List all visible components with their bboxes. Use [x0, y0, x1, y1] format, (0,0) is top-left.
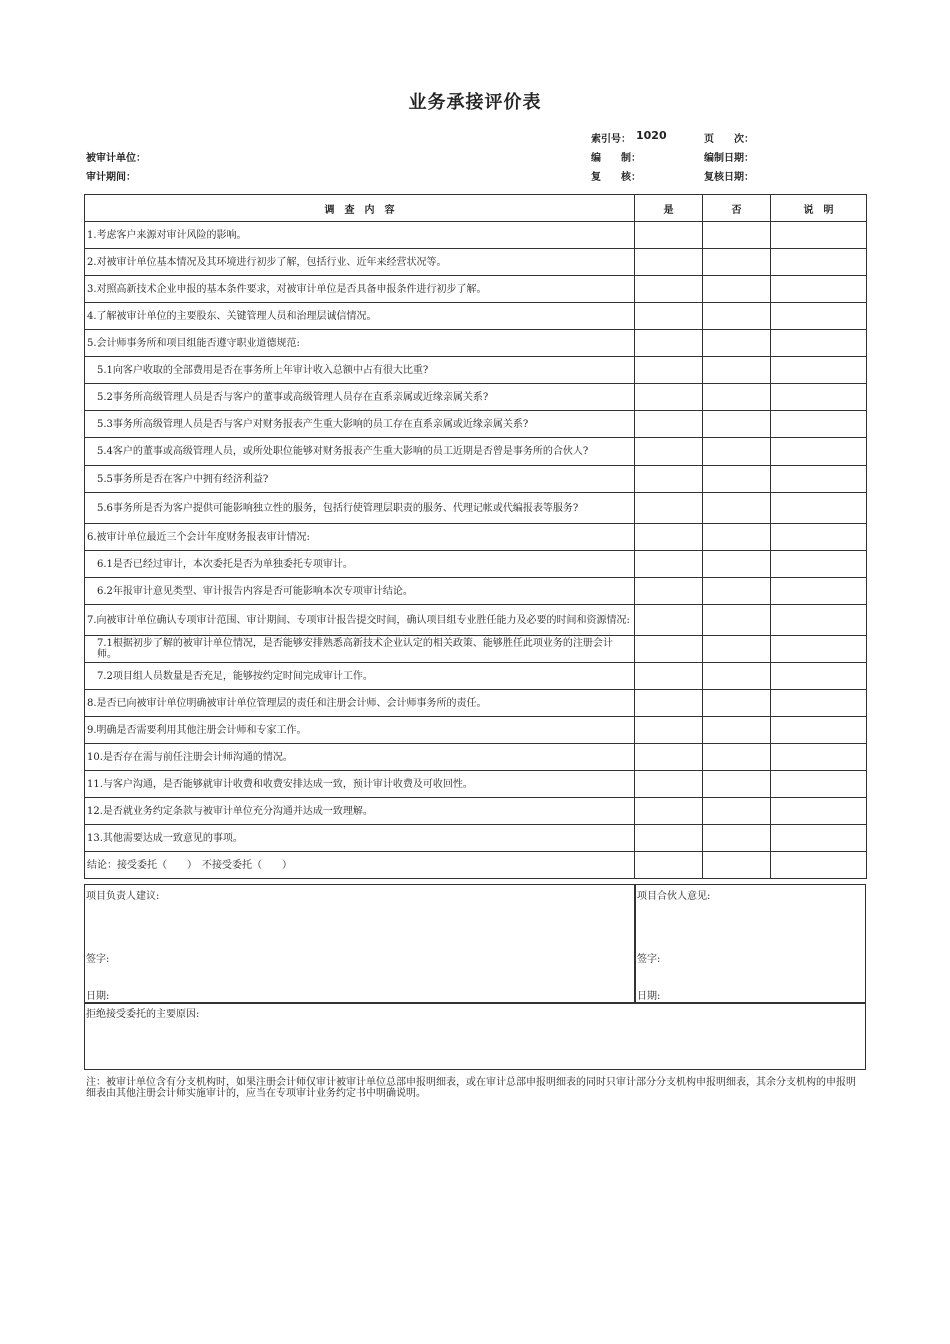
notes-cell[interactable] [771, 663, 867, 690]
notes-cell[interactable] [771, 411, 867, 438]
no-cell[interactable] [703, 690, 771, 717]
evaluation-table [84, 194, 867, 879]
question-cell: 结论：接受委托（ ） 不接受委托（ ） [85, 852, 635, 879]
prep-date-label: 编制日期： [704, 153, 754, 164]
question-cell: 1.考虑客户来源对审计风险的影响。 [85, 222, 635, 249]
question-cell: 5.3事务所高级管理人员是否与客户对财务报表产生重大影响的员工存在直系亲属或近缘亲属关系? [85, 411, 635, 438]
question-cell: 6.2年报审计意见类型、审计报告内容是否可能影响本次专项审计结论。 [85, 578, 635, 605]
no-cell[interactable] [703, 663, 771, 690]
question-cell: 5.会计师事务所和项目组能否遵守职业道德规范: [85, 330, 635, 357]
table-row [85, 466, 867, 493]
yes-cell[interactable] [635, 771, 703, 798]
reviewer-label: 复 核： [591, 172, 641, 183]
table-row [85, 798, 867, 825]
notes-cell[interactable] [771, 825, 867, 852]
yes-cell[interactable] [635, 690, 703, 717]
index-label: 索引号： [591, 134, 631, 145]
question-cell: 7.2项目组人员数量是否充足，能够按约定时间完成审计工作。 [85, 663, 635, 690]
leader-sign-label: 签字: [86, 954, 110, 965]
partner-sign-label: 签字: [637, 954, 661, 965]
reject-reason-label: 拒绝接受委托的主要原因: [86, 1009, 200, 1020]
question-cell: 8.是否已向被审计单位明确被审计单位管理层的责任和注册会计师、会计师事务所的责任。 [85, 690, 635, 717]
table-row [85, 438, 867, 466]
table-row [85, 551, 867, 578]
notes-cell[interactable] [771, 524, 867, 551]
table-row [85, 411, 867, 438]
notes-cell[interactable] [771, 690, 867, 717]
notes-cell[interactable] [771, 249, 867, 276]
no-cell[interactable] [703, 744, 771, 771]
no-cell[interactable] [703, 276, 771, 303]
question-cell: 7.1根据初步了解的被审计单位情况，是否能够安排熟悉高新技术企业认定的相关政策、能够胜任此项业务的注册会计师。 [85, 636, 635, 663]
table-row [85, 663, 867, 690]
yes-cell[interactable] [635, 578, 703, 605]
yes-cell[interactable] [635, 825, 703, 852]
index-value: 1020 [636, 129, 667, 142]
page-label: 页 次： [704, 134, 754, 145]
review-date-label: 复核日期： [704, 172, 754, 183]
no-cell[interactable] [703, 303, 771, 330]
client-label: 被审计单位： [86, 153, 146, 164]
page-title: 业务承接评价表 [408, 92, 542, 113]
question-cell: 5.4客户的董事或高级管理人员，或所处职位能够对财务报表产生重大影响的员工近期是否曾是事务所的合伙人? [85, 438, 635, 466]
table-row [85, 690, 867, 717]
notes-cell[interactable] [771, 636, 867, 663]
no-cell[interactable] [703, 222, 771, 249]
no-cell[interactable] [703, 717, 771, 744]
yes-cell[interactable] [635, 852, 703, 879]
yes-cell[interactable] [635, 663, 703, 690]
notes-cell[interactable] [771, 771, 867, 798]
header-notes: 说 明 [771, 195, 867, 222]
yes-cell[interactable] [635, 605, 703, 636]
yes-cell[interactable] [635, 330, 703, 357]
table-row [85, 384, 867, 411]
notes-cell[interactable] [771, 551, 867, 578]
notes-cell[interactable] [771, 384, 867, 411]
no-cell[interactable] [703, 852, 771, 879]
question-cell: 3.对照高新技术企业申报的基本条件要求，对被审计单位是否具备申报条件进行初步了解。 [85, 276, 635, 303]
no-cell[interactable] [703, 578, 771, 605]
yes-cell[interactable] [635, 466, 703, 493]
question-cell: 4.了解被审计单位的主要股东、关键管理人员和治理层诚信情况。 [85, 303, 635, 330]
notes-cell[interactable] [771, 438, 867, 466]
table-row [85, 524, 867, 551]
notes-cell[interactable] [771, 798, 867, 825]
yes-cell[interactable] [635, 438, 703, 466]
no-cell[interactable] [703, 798, 771, 825]
yes-cell[interactable] [635, 411, 703, 438]
no-cell[interactable] [703, 524, 771, 551]
notes-cell[interactable] [771, 717, 867, 744]
leader-opinion-title: 项目负责人建议: [86, 891, 160, 902]
table-row [85, 744, 867, 771]
notes-cell[interactable] [771, 222, 867, 249]
yes-cell[interactable] [635, 303, 703, 330]
partner-opinion-box [634, 884, 866, 1004]
question-cell: 2.对被审计单位基本情况及其环境进行初步了解，包括行业、近年来经营状况等。 [85, 249, 635, 276]
no-cell[interactable] [703, 357, 771, 384]
reject-reason-box [84, 1002, 866, 1070]
header-yes: 是 [635, 195, 703, 222]
question-cell: 13.其他需要达成一致意见的事项。 [85, 825, 635, 852]
no-cell[interactable] [703, 493, 771, 524]
table-row [85, 852, 867, 879]
yes-cell[interactable] [635, 551, 703, 578]
no-cell[interactable] [703, 771, 771, 798]
question-cell: 5.6事务所是否为客户提供可能影响独立性的服务，包括行使管理层职责的服务、代理记帐或代编报表等服务? [85, 493, 635, 524]
table-row [85, 276, 867, 303]
table-row [85, 303, 867, 330]
no-cell[interactable] [703, 249, 771, 276]
table-row [85, 717, 867, 744]
table-row [85, 357, 867, 384]
table-row [85, 825, 867, 852]
table-header-row [85, 195, 867, 222]
no-cell[interactable] [703, 551, 771, 578]
table-row [85, 605, 867, 636]
table-row [85, 493, 867, 524]
no-cell[interactable] [703, 330, 771, 357]
notes-cell[interactable] [771, 466, 867, 493]
yes-cell[interactable] [635, 524, 703, 551]
notes-cell[interactable] [771, 744, 867, 771]
yes-cell[interactable] [635, 249, 703, 276]
notes-cell[interactable] [771, 276, 867, 303]
yes-cell[interactable] [635, 493, 703, 524]
yes-cell[interactable] [635, 357, 703, 384]
leader-date-label: 日期: [86, 991, 110, 1002]
no-cell[interactable] [703, 636, 771, 663]
table-row [85, 771, 867, 798]
table-row [85, 636, 867, 663]
question-cell: 5.1向客户收取的全部费用是否在事务所上年审计收入总额中占有很大比重? [85, 357, 635, 384]
no-cell[interactable] [703, 825, 771, 852]
footnote: 注：被审计单位含有分支机构时，如果注册会计师仅审计被审计单位总部申报明细表，或在审计总部申报明细表的同时只审计部分分支机构申报明细表，其余分支机构的申报明细表由其他注册会计师实施审计的，应当在专项审计业务约定书中明确说明。 [86, 1077, 856, 1099]
question-cell: 12.是否就业务约定条款与被审计单位充分沟通并达成一致理解。 [85, 798, 635, 825]
yes-cell[interactable] [635, 276, 703, 303]
question-cell: 9.明确是否需要利用其他注册会计师和专家工作。 [85, 717, 635, 744]
yes-cell[interactable] [635, 636, 703, 663]
question-cell: 5.2事务所高级管理人员是否与客户的董事或高级管理人员存在直系亲属或近缘亲属关系? [85, 384, 635, 411]
notes-cell[interactable] [771, 330, 867, 357]
yes-cell[interactable] [635, 744, 703, 771]
header-content: 调 查 内 容 [85, 195, 635, 222]
no-cell[interactable] [703, 438, 771, 466]
yes-cell[interactable] [635, 222, 703, 249]
period-label: 审计期间： [86, 172, 136, 183]
header-no: 否 [703, 195, 771, 222]
yes-cell[interactable] [635, 717, 703, 744]
table-row [85, 249, 867, 276]
notes-cell[interactable] [771, 578, 867, 605]
yes-cell[interactable] [635, 384, 703, 411]
no-cell[interactable] [703, 384, 771, 411]
table-row [85, 222, 867, 249]
notes-cell[interactable] [771, 303, 867, 330]
question-cell: 6.1是否已经过审计，本次委托是否为单独委托专项审计。 [85, 551, 635, 578]
no-cell[interactable] [703, 466, 771, 493]
notes-cell[interactable] [771, 605, 867, 636]
preparer-label: 编 制： [591, 153, 641, 164]
notes-cell[interactable] [771, 493, 867, 524]
notes-cell[interactable] [771, 852, 867, 879]
leader-opinion-box [84, 884, 636, 1004]
question-cell: 6.被审计单位最近三个会计年度财务报表审计情况: [85, 524, 635, 551]
question-cell: 10.是否存在需与前任注册会计师沟通的情况。 [85, 744, 635, 771]
notes-cell[interactable] [771, 357, 867, 384]
table-row [85, 330, 867, 357]
question-cell: 11.与客户沟通，是否能够就审计收费和收费安排达成一致，预计审计收费及可收回性。 [85, 771, 635, 798]
no-cell[interactable] [703, 605, 771, 636]
question-cell: 5.5事务所是否在客户中拥有经济利益? [85, 466, 635, 493]
partner-opinion-title: 项目合伙人意见: [637, 891, 711, 902]
partner-date-label: 日期: [637, 991, 661, 1002]
no-cell[interactable] [703, 411, 771, 438]
question-cell: 7.向被审计单位确认专项审计范围、审计期间、专项审计报告提交时间，确认项目组专业胜任能力及必要的时间和资源情况: [85, 605, 635, 636]
yes-cell[interactable] [635, 798, 703, 825]
table-row [85, 578, 867, 605]
